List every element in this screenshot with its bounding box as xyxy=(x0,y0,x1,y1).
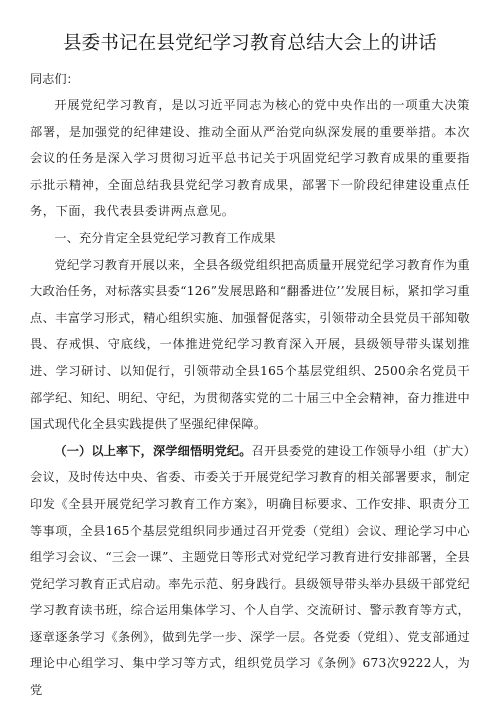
document-title: 县委书记在县党纪学习教育总结大会上的讲话 xyxy=(62,33,437,54)
subsection-lead: （一）以上率下，深学细悟明党纪。 xyxy=(54,443,252,458)
subsection-body: 召开县委党的建设工作领导小组（扩大）会议，及时传达中央、省委、市委关于开展党纪学习教育的相关部署要求，制定印发《全县开展党纪学习教育工作方案》，明确目标要求、工作安排、职责分工等事项，全县165个基层党组织同步通过召开党委（党组）会议、理论学习中心组学习会议、“三会一课”、主题党日等形式对党纪学习教育进行安排部署，全县党纪学习教育正式启动。率先示范、躬身践行。县级领导带头举办县级干部党纪学习教育读书班，综合运用集体学习、个人自学、交流研讨、警示教育等方式，逐章逐条学习《条例》，做到先学一步、深学一层。各党委（党组）、党支部通过理论中心组学习、集中学习等方式，组织党员学习《条例》673次9222人，为党 xyxy=(30,443,470,698)
intro-paragraph: 开展党纪学习教育，是以习近平同志为核心的党中央作出的一项重大决策部署，是加强党的纪律建设、推动全面从严治党向纵深发展的重要举措。本次会议的任务是深入学习贯彻习近平总书记关于巩固党纪学习教育成果的重要指示批示精神，全面总结我县党纪学习教育成果，部署下一阶段纪律建设重点任务，下面，我代表县委讲两点意见。 xyxy=(30,98,470,219)
section-body-paragraph: 党纪学习教育开展以来，全县各级党组织把高质量开展党纪学习教育作为重大政治任务，对标落实县委“126”发展思路和“翻番进位’’发展目标，紧扣学习重点、丰富学习形式，精心组织实施、加强督促落实，引领带动全县党员干部知敬畏、存戒惧、守底线，一体推进党纪学习教育深入开展，县级领导带头谋划推进、学习研讨、以知促行，引领带动全县165个基层党组织、2500余名党员干部学纪、知纪、明纪、守纪，为贯彻落实党的二十届三中全会精神，奋力推进中国式现代化全县实践提供了坚强纪律保障。 xyxy=(30,257,470,432)
section-heading: 一、充分肯定全县党纪学习教育工作成果 xyxy=(54,230,276,245)
salutation: 同志们： xyxy=(30,72,79,86)
subsection-paragraph xyxy=(30,438,470,704)
